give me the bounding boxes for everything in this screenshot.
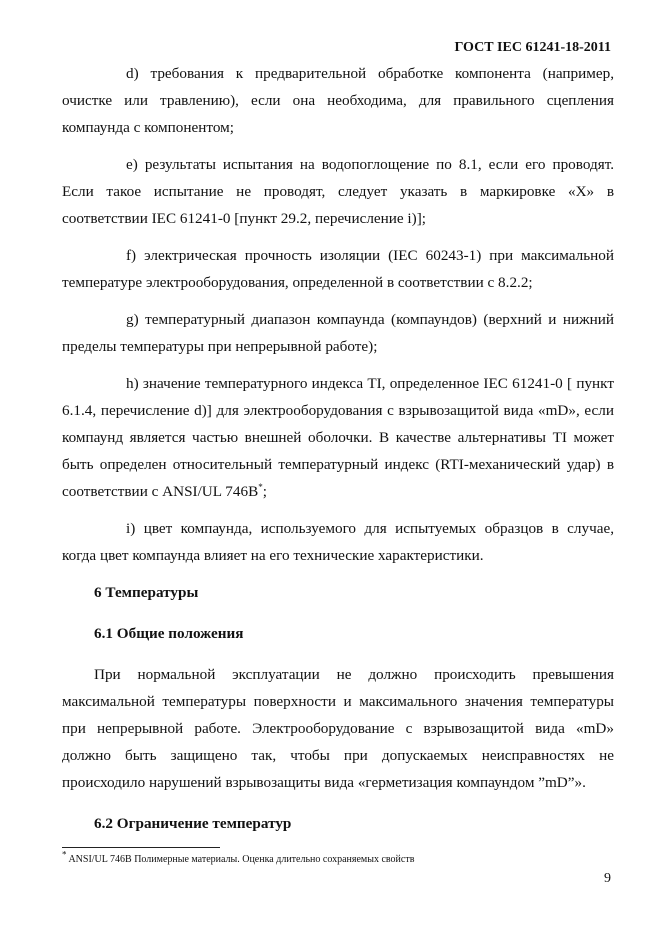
item-label: e) bbox=[126, 156, 138, 173]
item-text: температурный диапазон компаунда (компаундов) (верхний и нижний пределы температуры при непрерывной работе); bbox=[62, 311, 615, 355]
list-item-i bbox=[62, 515, 614, 569]
item-label: g) bbox=[126, 311, 139, 328]
list-item-h bbox=[62, 370, 614, 505]
item-label: d) bbox=[126, 65, 139, 82]
section-6-heading: 6 Температуры bbox=[94, 584, 199, 601]
section-6-1-heading: 6.1 Общие положения bbox=[94, 625, 244, 642]
item-text: результаты испытания на водопоглощение по 8.1, если его проводят. Если такое испытание не проводят, следует указать в маркировке «X» в соответствии IEC 61241-0 [пункт 29.2, перечисление i)]; bbox=[62, 156, 615, 227]
footnote-text: ANSI/UL 746B Полимерные материалы. Оценка длительно сохраняемых свойств bbox=[66, 854, 415, 865]
item-label: h) bbox=[126, 375, 139, 392]
item-text: электрическая прочность изоляции (IEC 60243-1) при максимальной температуре электрооборудования, определенной в соответствии с 8.2.2; bbox=[62, 247, 615, 291]
item-label: i) bbox=[126, 520, 136, 537]
footnote-mark: * bbox=[62, 849, 67, 860]
document-header: ГОСТ IEC 61241-18-2011 bbox=[454, 40, 611, 55]
item-label: f) bbox=[126, 247, 137, 264]
footnote-divider bbox=[62, 847, 220, 848]
item-tail: ; bbox=[262, 483, 267, 500]
list-item-f bbox=[62, 242, 614, 296]
item-text: значение температурного индекса TI, определенное IEC 61241-0 [ пункт 6.1.4, перечисление d)] для электрооборудования с взрывозащитой вида «mD», если компаунд является частью внешней оболочки. В качестве альтернативы TI может быть определен относительный температурный индекс (RTI-механический удар) в соответствии с ANSI/UL 746B bbox=[62, 375, 614, 500]
item-text: цвет компаунда, используемого для испытуемых образцов в случае, когда цвет компаунда влияет на его технические характеристики. bbox=[62, 520, 615, 564]
section-6-1-paragraph: При нормальной эксплуатации не должно происходить превышения максимальной температуры поверхности и максимального значения температуры при непрерывной работе. Электрооборудование с взрывозащитой вида «mD» должно быть защищено так, чтобы при допускаемых неисправностях не происходило нарушений взрывозащиты вида «герметизация компаундом ”mD”». bbox=[62, 666, 614, 791]
list-item-d bbox=[62, 60, 614, 141]
page-number: 9 bbox=[604, 871, 611, 886]
list-item-e bbox=[62, 151, 614, 232]
section-6-2-heading: 6.2 Ограничение температур bbox=[94, 815, 292, 832]
footnote-ref: * bbox=[258, 481, 263, 492]
item-text: требования к предварительной обработке компонента (например, очистке или травлению), если она необходима, для правильного сцепления компаунда с компонентом; bbox=[62, 65, 614, 136]
page-body bbox=[62, 60, 614, 851]
footnote bbox=[62, 849, 622, 866]
list-item-g bbox=[62, 306, 614, 360]
